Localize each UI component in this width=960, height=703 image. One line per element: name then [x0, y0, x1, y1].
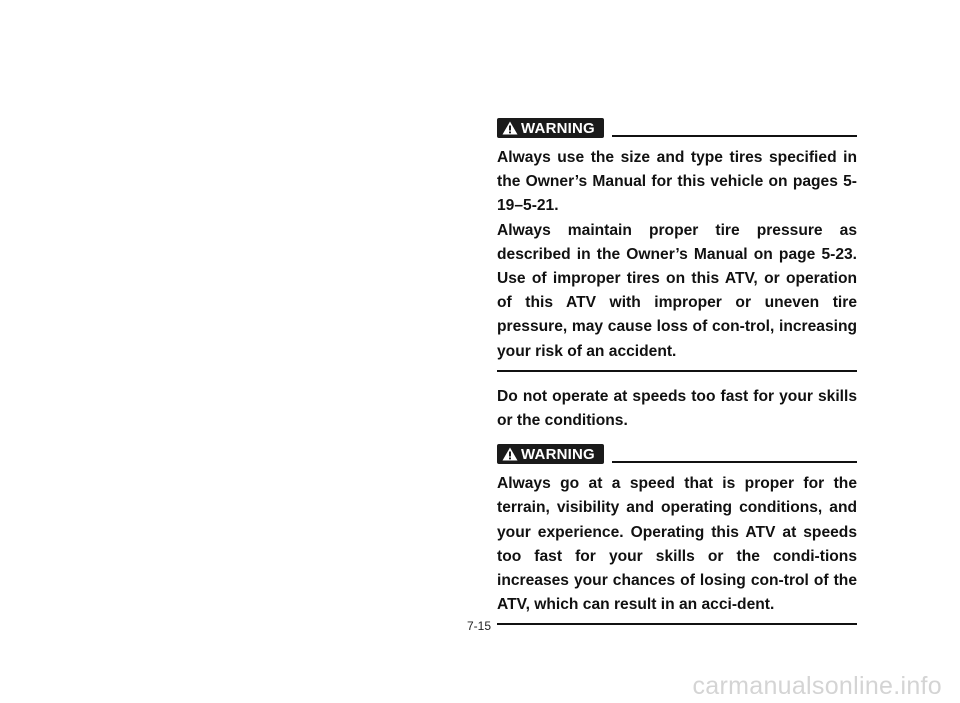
page-number: 7-15	[467, 619, 492, 633]
warning-header-rule	[612, 461, 857, 463]
warning-header-2	[497, 442, 857, 464]
warning-end-rule-2	[497, 623, 857, 625]
warning-badge-label: WARNING	[521, 445, 595, 463]
warning-paragraph: Always maintain proper tire pressure as described in the Owner’s Manual on page 5-23. Use of improper tires on this ATV, or operation of this ATV with improper or uneven tire pressure, may cause loss of con-trol, increasing your risk of an accident.	[497, 221, 857, 360]
warning-header-1	[497, 116, 857, 138]
warning-body-2	[497, 472, 857, 617]
warning-triangle-icon	[502, 121, 518, 135]
warning-paragraph: Always go at a speed that is proper for the terrain, visibility and operating conditions, and your experience. Operating this ATV at speeds too fast for your skills or the condi-tions increases your chances of losing con-trol of the ATV, which can result in an acci-dent.	[497, 475, 857, 614]
instruction-text: Do not operate at speeds too fast for your skills or the conditions.	[497, 387, 857, 430]
warning-header-rule	[612, 135, 857, 137]
watermark-text: carmanualsonline.info	[692, 672, 942, 700]
warning-badge-label: WARNING	[521, 119, 595, 137]
warning-body-1	[497, 146, 857, 364]
warning-paragraph: Always use the size and type tires specified in the Owner’s Manual for this vehicle on pages 5-19–5-21.	[497, 149, 857, 215]
warning-triangle-icon	[502, 447, 518, 461]
warning-end-rule-1	[497, 370, 857, 372]
warning-badge-1	[497, 118, 604, 138]
manual-column	[497, 116, 857, 625]
warning-badge-2	[497, 444, 604, 464]
